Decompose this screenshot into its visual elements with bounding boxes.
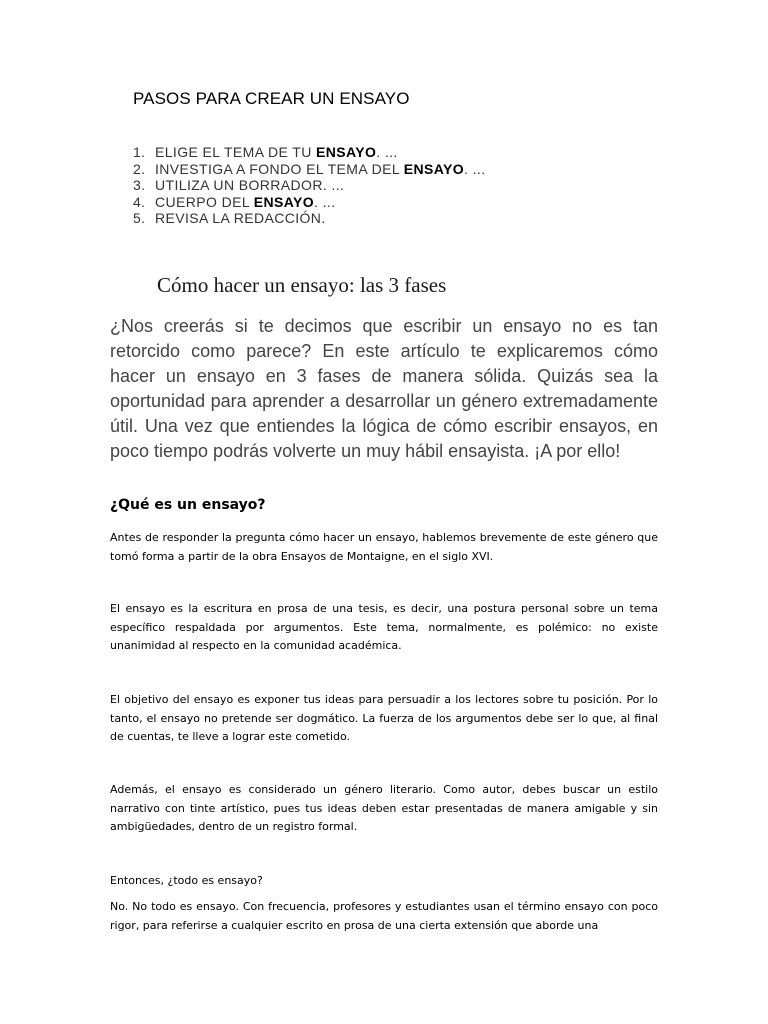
list-item: 3. UTILIZA UN BORRADOR. ...	[133, 177, 345, 193]
document-title: PASOS PARA CREAR UN ENSAYO	[133, 89, 410, 108]
list-item: 2. INVESTIGA A FONDO EL TEMA DEL ENSAYO. ...	[133, 160, 486, 177]
body-paragraph: No. No todo es ensayo. Con frecuencia, profesores y estudiantes usan el término ensayo con poco rigor, para referirse a cualquier escrito en prosa de una cierta extensión que aborde una	[110, 900, 658, 932]
body-paragraph: Además, el ensayo es considerado un género literario. Como autor, debes buscar un estilo narrativo con tinte artístico, pues tus ideas deben estar presentadas de manera amigable y sin ambigüedades, dentro de un registro formal.	[110, 783, 658, 833]
section-subtitle: Cómo hacer un ensayo: las 3 fases	[157, 273, 447, 297]
body-paragraph: El ensayo es la escritura en prosa de una tesis, es decir, una postura personal sobre un tema específico respaldada por argumentos. Este tema, normalmente, es polémico: no existe unanimidad al respecto en la comunidad académica.	[110, 602, 658, 652]
section-heading: ¿Qué es un ensayo?	[110, 497, 266, 513]
intro-paragraph: ¿Nos creerás si te decimos que escribir un ensayo no es tan retorcido como parece? En este artículo te explicaremos cómo hacer un ensayo en 3 fases de manera sólida. Quizás sea la oportunidad para aprender a desarrollar un género extremadamente útil. Una vez que entiendes la lógica de cómo escribir ensayos, en poco tiempo podrás volverte un muy hábil ensayista. ¡A por ello!	[110, 316, 658, 461]
body-paragraph: El objetivo del ensayo es exponer tus ideas para persuadir a los lectores sobre tu posición. Por lo tanto, el ensayo no pretende ser dogmático. La fuerza de los argumentos debe ser lo que, al final de cuentas, te lleve a lograr este cometido.	[110, 693, 658, 743]
list-item: 5. REVISA LA REDACCIÓN.	[133, 210, 326, 226]
body-paragraph: Antes de responder la pregunta cómo hacer un ensayo, hablemos brevemente de este género que tomó forma a partir de la obra Ensayos de Montaigne, en el siglo XVI.	[110, 531, 658, 563]
steps-list	[133, 144, 633, 227]
list-item: 4. CUERPO DEL ENSAYO. ...	[133, 193, 336, 210]
list-item: 1. ELIGE EL TEMA DE TU ENSAYO. ...	[133, 144, 398, 160]
body-paragraph: Entonces, ¿todo es ensayo?	[110, 874, 263, 887]
